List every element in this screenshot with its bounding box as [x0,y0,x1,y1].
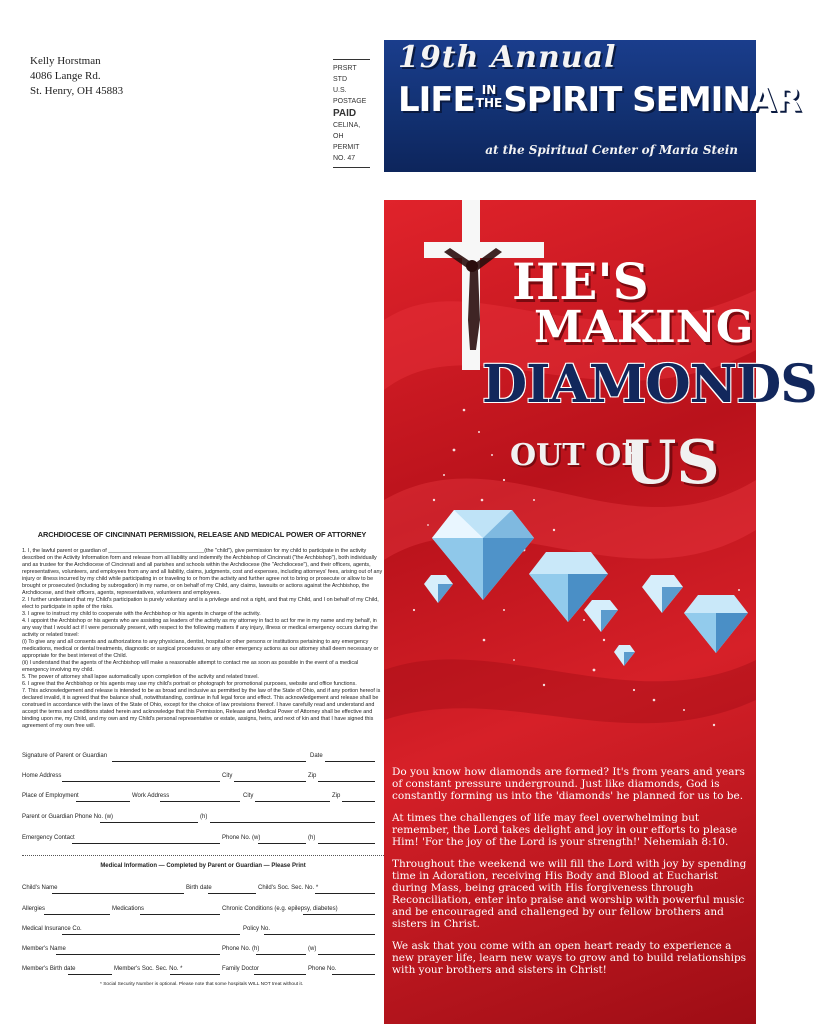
home-zip-field[interactable] [318,781,375,782]
form-clause: 6. I agree that the Archbishop or his agents may use my child's portrait or photograph for promotional purposes, website and office functions. [22,681,357,687]
signature-label: Signature of Parent or Guardian [22,753,108,759]
promo-paragraph-2: At times the challenges of life may feel overwhelming but remember, the Lord takes delight and joy in our efforts to please Him! 'For the joy of the Lord is your strength!' Nehemiah 8:10. [392,812,738,848]
emergency-phone-work-field[interactable] [258,843,306,844]
members-birth-date-label: Member's Birth date [22,966,76,972]
form-clause: 1. I, the lawful parent or guardian of ________________________________(the "child"), give permission for my child to participate in the activity described on the Activity Information form and release from all liability and indemnify the Archbishop of Cincinnati ("the Archbishop"), both individually and as trustee for the Archdiocese of Cincinnati and all parishes and schools within the Archdiocese (the "Archdiocese"), and their officers, agents, representatives, volunteers, and employees from any and all liability, claims, judgments, cost and expenses, including attorneys' fees, arising out of any injury or illness incurred by my child while participating in or traveling to or from the activity and further agree not to bring or prosecute or allow to be brought or prosecuted (including by subrogation) in my name, or on behalf of my Child, any claims, lawsuits or actions against the Archbishop, the Archdiocese, and their officers, agents, representatives, volunteers and employees. [22,548,383,596]
form-clause: 2. I further understand that my Child's participation is purely voluntary and is a privilege and not a right, and that my Child, and I on behalf of my Child, elect to participate in spite of the risks. [22,597,379,610]
recipient-name: Kelly Horstman [30,55,101,67]
indicia-paid: PAID [333,108,357,119]
form-clauses [22,548,384,730]
work-zip-field[interactable] [342,801,375,802]
doctor-phone-label: Phone No. [308,966,337,972]
recipient-city: St. Henry, OH 45883 [30,85,124,97]
work-city-field[interactable] [255,801,330,802]
form-clause: 5. The power of attorney shall lapse automatically upon completion of the activity and related travel. [22,674,259,680]
form-divider [22,855,384,856]
member-phone-home-label: Phone No. (h) [222,946,260,952]
form-clause: 3. I agree to instruct my child to cooperate with the Archbishop or his agents in charge of the activity. [22,611,261,617]
date-field[interactable] [325,761,375,762]
allergies-label: Allergies [22,906,46,912]
work-zip-label: Zip [332,793,341,799]
recipient-street: 4086 Lange Rd. [30,70,101,82]
indicia-postage: U.S. POSTAGE [333,87,367,105]
home-address-label: Home Address [22,773,62,779]
chronic-field[interactable] [303,914,375,915]
parent-phone-label: Parent or Guardian Phone No. (w) [22,814,114,820]
medications-field[interactable] [140,914,220,915]
parent-phone-home-field[interactable] [210,822,375,823]
allergies-field[interactable] [44,914,110,915]
diamond-icon [614,645,635,666]
diamond-icon [584,600,618,632]
members-name-field[interactable] [56,954,220,955]
birth-date-field[interactable] [208,893,256,894]
childs-ssn-label: Child's Soc. Sec. No. * [258,885,319,891]
form-clause: 7. This acknowledgement and release is intended to be as broad and inclusive as permitted by the law of the State of Ohio, and if any portion hereof is declared invalid, it is agreed that the balance shall, notwithstanding, continue in full legal force and effect. This acknowledgement and release shall be construed in accordance with the laws of the State of Ohio, except for the choice of law provisions thereof. I have carefully read and understand and accept the terms and conditions stated herein and acknowledge that this Permission, Release and Medical Power of Attorney shall be effective and binding upon me, my Child, and my own and my Child's personal representative or estate, assigns, heirs, and next of kin and that I have signed this agreement of my own free will. [22,688,381,729]
emergency-contact-label: Emergency Contact [22,835,75,841]
home-city-field[interactable] [234,781,306,782]
work-city-label: City [243,793,254,799]
emergency-phone-home-field[interactable] [318,843,375,844]
indicia-city: CELINA, OH [333,122,361,140]
diamond-icon [642,575,683,613]
member-phone-home-field[interactable] [256,954,306,955]
medications-label: Medications [112,906,145,912]
policy-no-field[interactable] [264,934,375,935]
emergency-contact-field[interactable] [72,843,220,844]
promo-paragraph-4: We ask that you come with an open heart ready to experience a new prayer life, learn new ways to grow and to build relationships with your brothers and sisters in Christ! [392,940,747,976]
member-phone-work-label: (w) [308,946,317,952]
doctor-phone-field[interactable] [332,974,375,975]
form-clause: (i) To give any and all consents and authorizations to any physicians, dentist, hospital or other persons or institutions pertaining to any emergency medications, medical or dental treatments, diagnostic or surgical procedures or any other emergency actions as our attorney shall deem necessary or appropriate for the best interest of the Child. [22,639,379,659]
indicia-rule-top [333,59,370,60]
insurance-field[interactable] [62,934,240,935]
poster-panel [384,200,817,1024]
postage-indicia [333,58,371,171]
childs-name-label: Child's Name [22,885,58,891]
headline-making: MAKING [534,302,754,353]
title-life: LIFE [398,80,475,120]
work-address-label: Work Address [132,793,170,799]
emergency-phone-label: Phone No. (w) [222,835,261,841]
employment-label: Place of Employment [22,793,79,799]
emergency-phone-home-label: (h) [308,835,316,841]
title-in: IN [481,83,497,97]
insurance-label: Medical Insurance Co. [22,926,82,932]
mailing-address [30,54,123,99]
signature-field[interactable] [112,761,306,762]
seminar-location: at the Spiritual Center of Maria Stein [485,143,738,157]
promo-paragraph-3: Throughout the weekend we will fill the Lord with joy by spending time in Adoration, receiving His Body and Blood at Eucharist during Mass, being graced with His forgiveness through Reconciliation, enter into praise and worship with powerful music and be encouraged and challenged by our fellow brothers and sisters in Christ. [392,858,747,930]
title-spirit-seminar: SPIRIT SEMINAR [503,80,801,120]
indicia-rule-bottom [333,167,370,168]
home-city-label: City [222,773,233,779]
headline-hes: HE'S [512,252,649,311]
annual-label: 19th Annual [398,40,617,75]
headline-diamonds: DIAMONDS [482,354,817,415]
title-in-the [476,84,502,110]
parent-phone-work-field[interactable] [100,822,198,823]
members-name-label: Member's Name [22,946,66,952]
indicia-class: PRSRT STD [333,65,357,83]
family-doctor-label: Family Doctor [222,966,260,972]
family-doctor-field[interactable] [254,974,306,975]
home-zip-label: Zip [308,773,317,779]
headline-us: US [624,428,720,498]
members-ssn-field[interactable] [170,974,220,975]
diamond-icon [684,595,748,653]
headline-out-of: OUT OF [510,438,643,473]
members-birth-date-field[interactable] [68,974,112,975]
seminar-title [398,80,800,120]
parent-phone-home-label: (h) [200,814,208,820]
medical-info-heading: Medical Information — Completed by Parent or Guardian — Please Print [100,863,306,869]
form-heading: ARCHDIOCESE OF CINCINNATI PERMISSION, RELEASE AND MEDICAL POWER OF ATTORNEY [37,530,367,539]
diamond-icon [424,575,453,603]
chronic-label: Chronic Conditions (e.g. epilepsy, diabetes) [222,906,338,912]
home-address-field[interactable] [62,781,220,782]
promo-text [392,766,752,986]
date-label: Date [310,753,323,759]
form-clause: 4. I appoint the Archbishop or his agents who are assisting as leaders of the activity as my attorney in fact to act for me in my name and my behalf, in any way that I would act if I were personally present, with respect to the following matters if any injury, illness or medical emergency occurs during the activity or related travel: [22,618,378,638]
employment-field[interactable] [76,801,130,802]
birth-date-label: Birth date [186,885,212,891]
work-address-field[interactable] [160,801,240,802]
indicia-permit: PERMIT NO. 47 [333,144,360,162]
title-the: THE [475,96,503,110]
form-clause: (ii) I understand that the agents of the Archbishop will make a reasonable attempt to contact me as soon as possible in the event of a medical emergency involving my child. [22,660,359,673]
childs-ssn-field[interactable] [315,893,375,894]
members-ssn-label: Member's Soc. Sec. No. * [114,966,183,972]
policy-no-label: Policy No. [243,926,271,932]
seminar-banner [384,40,801,172]
promo-paragraph-1: Do you know how diamonds are formed? It's from years and years of constant pressure underground. Just like diamonds, God is constantly forming us into the 'diamonds' he planned for us to be. [392,766,745,802]
member-phone-work-field[interactable] [318,954,375,955]
ssn-footnote: * Social Security Number is optional. Please note that some hospitals WILL NOT treat without it. [100,982,304,987]
childs-name-field[interactable] [52,893,184,894]
